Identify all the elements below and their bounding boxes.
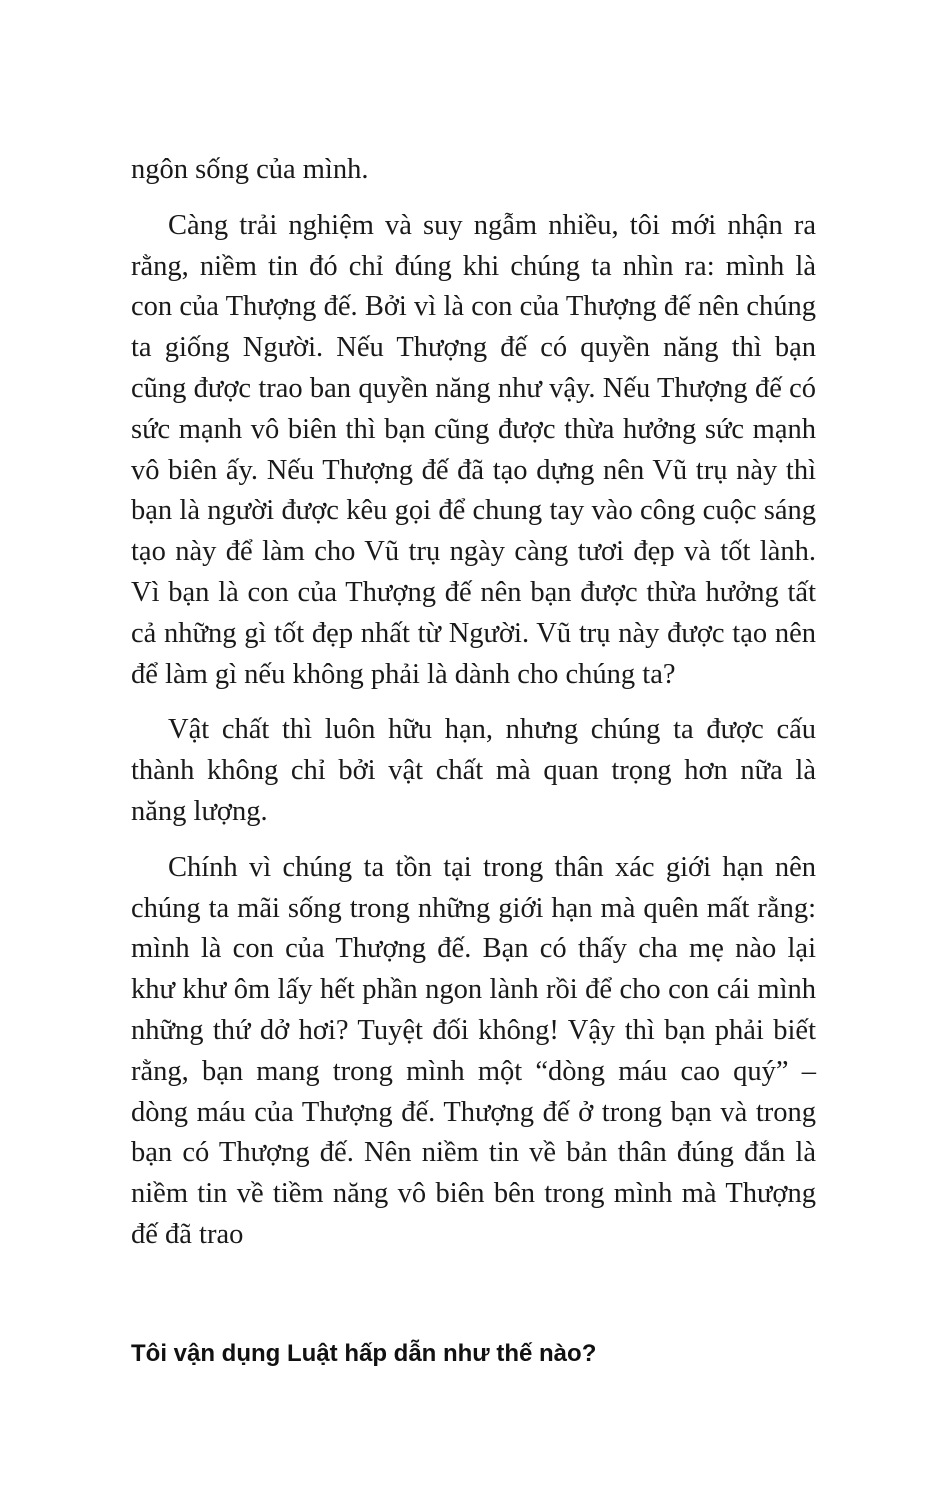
page-body bbox=[131, 150, 816, 1271]
running-footer-title: Tôi vận dụng Luật hấp dẫn như thế nào? bbox=[131, 1340, 597, 1367]
paragraph-limits: Chính vì chúng ta tồn tại trong thân xác giới hạn nên chúng ta mãi sống trong những giới hạn mà quên mất rằng: mình là con của Thượng đế. Bạn có thấy cha mẹ nào lại khư khư ôm lấy hết phần ngon lành rồi để cho con cái mình những thứ dở hơi? Tuyệt đối không! Vậy thì bạn phải biết rằng, bạn mang trong mình một “dòng máu cao quý” – dòng máu của Thượng đế. Thượng đế ở trong bạn và trong bạn có Thượng đế. Nên niềm tin về bản thân đúng đắn là niềm tin về tiềm năng vô biên bên trong mình mà Thượng đế đã trao bbox=[131, 851, 816, 1250]
paragraph-continuation: ngôn sống của mình. bbox=[131, 154, 369, 185]
paragraph-matter-energy: Vật chất thì luôn hữu hạn, nhưng chúng ta được cấu thành không chỉ bởi vật chất mà quan trọng hơn nữa là năng lượng. bbox=[131, 714, 816, 827]
paragraph-belief: Càng trải nghiệm và suy ngẫm nhiều, tôi mới nhận ra rằng, niềm tin đó chỉ đúng khi chúng ta nhìn ra: mình là con của Thượng đế. Bởi vì là con của Thượng đế nên chúng ta giống Người. Nếu Thượng đế có quyền năng thì bạn cũng được trao ban quyền năng như vậy. Nếu Thượng đế có sức mạnh vô biên thì bạn cũng được thừa hưởng sức mạnh vô biên ấy. Nếu Thượng đế đã tạo dựng nên Vũ trụ này thì bạn là người được kêu gọi để chung tay vào công cuộc sáng tạo này để làm cho Vũ trụ ngày càng tươi đẹp và tốt lành. Vì bạn là con của Thượng đế nên bạn được thừa hưởng tất cả những gì tốt đẹp nhất từ Người. Vũ trụ này được tạo nên để làm gì nếu không phải là dành cho chúng ta? bbox=[131, 209, 816, 690]
